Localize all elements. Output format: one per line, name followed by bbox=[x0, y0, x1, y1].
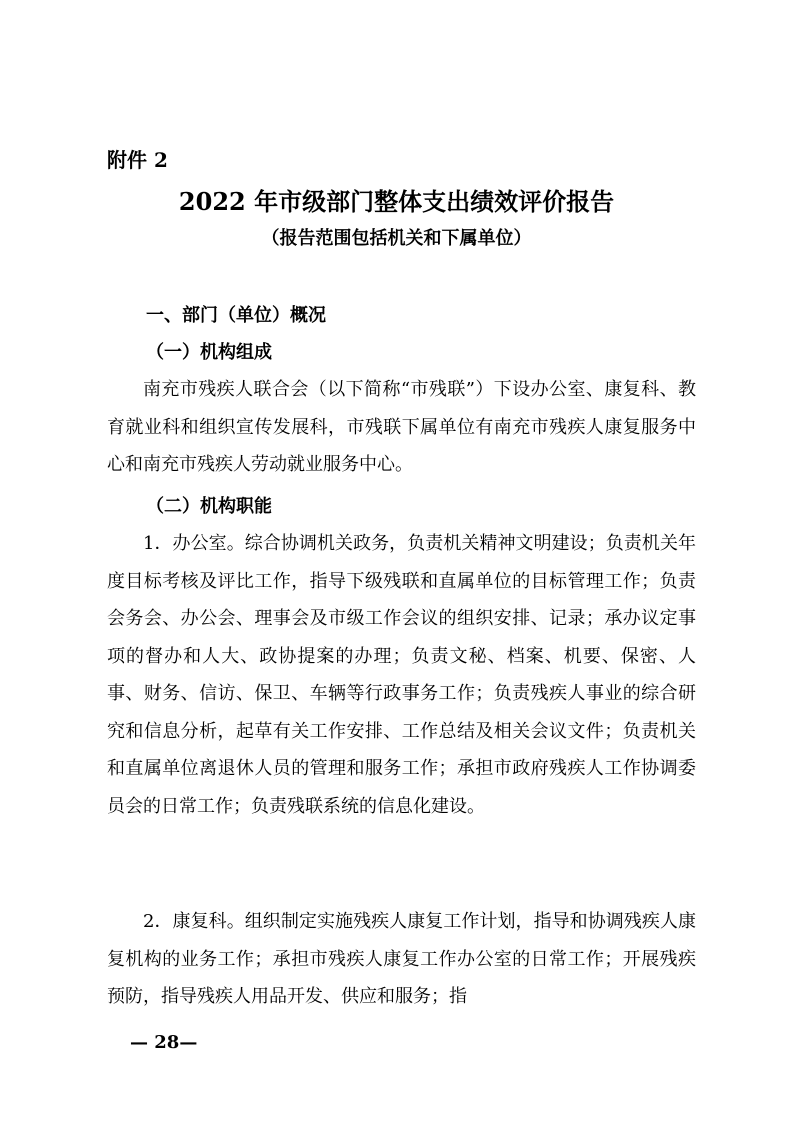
section-heading-overview: 一、部门（单位）概况 bbox=[146, 305, 326, 326]
report-title: 2022 年市级部门整体支出绩效评价报告 bbox=[178, 187, 615, 216]
paragraph-organization: 南充市残疾人联合会（以下简称“市残联”）下设办公室、康复科、教育就业科和组织宣传发展科，市残联下属单位有南充市残疾人康复服务中心和南充市残疾人劳动就业服务中心。 bbox=[107, 379, 696, 475]
paragraph-rehabilitation-functions: 2．康复科。组织制定实施残疾人康复工作计划，指导和协调残疾人康复机构的业务工作；承担市残疾人康复工作办公室的日常工作；开展残疾预防，指导残疾人用品开发、供应和服务；指 bbox=[107, 911, 696, 1007]
paragraph-office-functions: 1．办公室。综合协调机关政务，负责机关精神文明建设；负责机关年度目标考核及评比工作，指导下级残联和直属单位的目标管理工作；负责会务会、办公会、理事会及市级工作会议的组织安排、记录；承办议定事项的督办和人大、政协提案的办理；负责文秘、档案、机要、保密、人事、财务、信访、保卫、车辆等行政事务工作；负责残疾人事业的综合研究和信息分析，起草有关工作安排、工作总结及相关会议文件；负责机关和直属单位离退休人员的管理和服务工作；承担市政府残疾人工作协调委员会的日常工作；负责残联系统的信息化建设。 bbox=[107, 533, 696, 817]
subsection-heading-functions: （二）机构职能 bbox=[146, 496, 272, 517]
page-number: — 28— bbox=[130, 1032, 198, 1053]
subsection-heading-organization: （一）机构组成 bbox=[146, 342, 272, 363]
report-subtitle: （报告范围包括机关和下属单位） bbox=[261, 228, 532, 249]
attachment-label: 附件 2 bbox=[107, 148, 168, 172]
